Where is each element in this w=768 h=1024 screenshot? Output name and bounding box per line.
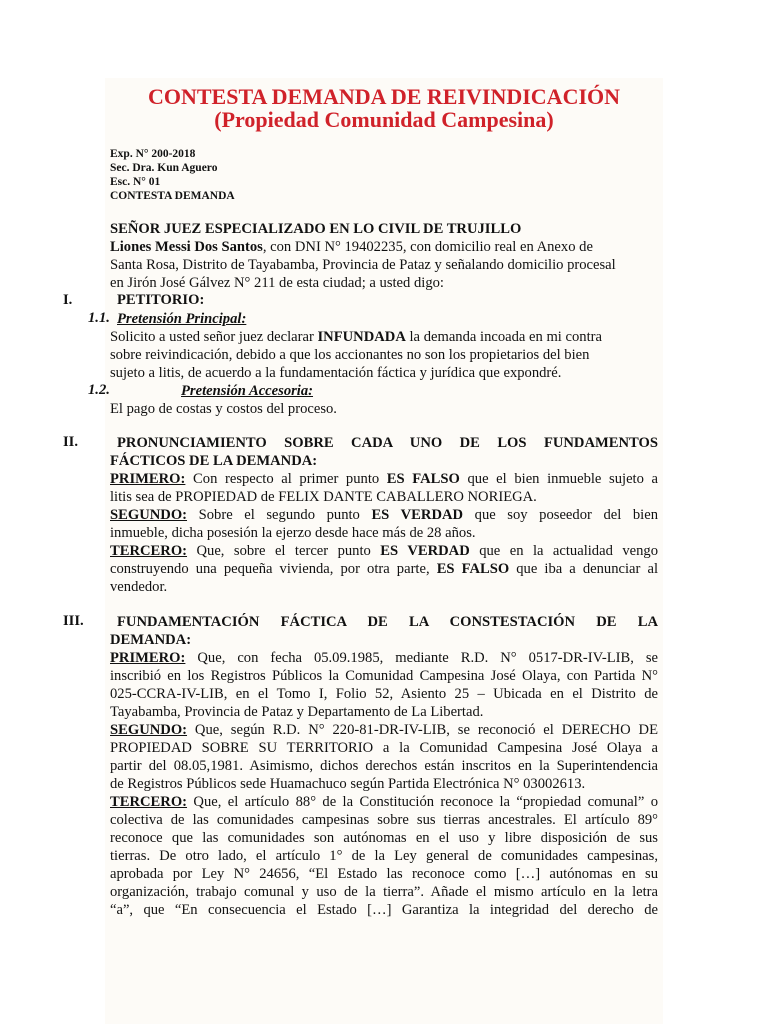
paragraph-line: SEGUNDO: Que, según R.D. N° 220-81-DR-IV-LIB, se reconoció el DERECHO DE bbox=[110, 722, 658, 738]
section-number: II. bbox=[63, 434, 79, 450]
subsection-title: Pretensión Principal: bbox=[117, 311, 247, 327]
paragraph-line: reconoce que las comunidades son autónomas en el uso y libre disposición de sus bbox=[110, 830, 658, 846]
addressee: SEÑOR JUEZ ESPECIALIZADO EN LO CIVIL DE TRUJILLO bbox=[110, 221, 522, 237]
paragraph-line: construyendo una pequeña vivienda, por otra parte, ES FALSO que iba a denunciar al bbox=[110, 561, 658, 577]
paragraph-line: SEGUNDO: Sobre el segundo punto ES VERDAD que soy poseedor del bien bbox=[110, 507, 658, 523]
section-title: PETITORIO: bbox=[117, 292, 205, 308]
paragraph-line: tierras. De otro lado, el artículo 1° de la Ley general de comunidades campesinas, bbox=[110, 848, 658, 864]
paragraph-line: sujeto a litis, de acuerdo a la fundamentación fáctica y jurídica que expondré. bbox=[110, 365, 562, 381]
paragraph-line: litis sea de PROPIEDAD de FELIX DANTE CABALLERO NORIEGA. bbox=[110, 489, 537, 505]
document-type: CONTESTA DEMANDA bbox=[110, 190, 235, 202]
subsection-number: 1.1. bbox=[88, 310, 110, 326]
section-number: III. bbox=[63, 613, 84, 629]
document-subtitle: (Propiedad Comunidad Campesina) bbox=[214, 107, 554, 132]
paragraph-line: aprobada por Ley N° 24656, “El Estado las reconoce como […] autónomas en su bbox=[110, 866, 658, 882]
intro-line-2: Santa Rosa, Distrito de Tayabamba, Provincia de Pataz y señalando domicilio procesal bbox=[110, 257, 616, 273]
paragraph-line: “a”, que “En consecuencia el Estado […] Garantiza la integridad del derecho de bbox=[110, 902, 658, 918]
paragraph-line: TERCERO: Que, el artículo 88° de la Constitución reconoce la “propiedad comunal” o bbox=[110, 794, 658, 810]
document-title: CONTESTA DEMANDA DE REIVINDICACIÓN bbox=[147, 84, 621, 109]
paragraph-line: TERCERO: Que, sobre el tercer punto ES VERDAD que en la actualidad vengo bbox=[110, 543, 658, 559]
paragraph-line: inmueble, dicha posesión la ejerzo desde hace más de 28 años. bbox=[110, 525, 476, 541]
paragraph-line: PROPIEDAD SOBRE SU TERRITORIO a la Comunidad Campesina José Olaya a bbox=[110, 740, 658, 756]
paragraph-line: partir del 08.05,1981. Asimismo, dichos derechos están inscritos en la Superintendencia bbox=[110, 758, 658, 774]
section-title: PRONUNCIAMIENTO SOBRE CADA UNO DE LOS FUNDAMENTOS bbox=[117, 435, 658, 451]
escrito-number: Esc. N° 01 bbox=[110, 176, 161, 188]
paragraph-line: colectiva de las comunidades campesinas sobre sus tierras ancestrales. El artículo 89° bbox=[110, 812, 658, 828]
paragraph-line: inscribió en los Registros Públicos la Comunidad Campesina José Olaya, con Partida N° bbox=[110, 668, 658, 684]
paragraph-line: organización, trabajo comunal y uso de la tierra”. Añade el mismo artículo en la letra bbox=[110, 884, 658, 900]
subsection-number: 1.2. bbox=[88, 382, 110, 398]
paragraph-line: sobre reivindicación, debido a que los accionantes no son los propietarios del bien bbox=[110, 347, 590, 363]
secretary: Sec. Dra. Kun Aguero bbox=[110, 162, 218, 174]
paragraph-line: vendedor. bbox=[110, 579, 168, 595]
expediente-number: Exp. N° 200-2018 bbox=[110, 148, 196, 160]
paragraph-line: 025-CCRA-IV-LIB, en el Tomo I, Folio 52, Asiento 25 – Ubicada en el Distrito de bbox=[110, 686, 658, 702]
party-name: Liones Messi Dos Santos bbox=[110, 239, 263, 255]
section-title-cont: DEMANDA: bbox=[110, 632, 192, 648]
subsection-title: Pretensión Accesoria: bbox=[181, 383, 314, 399]
paragraph-line: PRIMERO: Que, con fecha 05.09.1985, mediante R.D. N° 0517-DR-IV-LIB, se bbox=[110, 650, 658, 666]
section-title: FUNDAMENTACIÓN FÁCTICA DE LA CONSTESTACIÓN DE LA bbox=[117, 614, 658, 630]
intro-line-3: en Jirón José Gálvez N° 211 de esta ciudad; a usted digo: bbox=[110, 275, 444, 291]
intro-line-1: Liones Messi Dos Santos, con DNI N° 19402235, con domicilio real en Anexo de bbox=[110, 239, 593, 255]
paragraph-line: PRIMERO: Con respecto al primer punto ES FALSO que el bien inmueble sujeto a bbox=[110, 471, 658, 487]
paragraph-line: El pago de costas y costos del proceso. bbox=[110, 401, 337, 417]
section-number: I. bbox=[63, 292, 73, 308]
paragraph-line: Tayabamba, Provincia de Pataz y Departamento de La Libertad. bbox=[110, 704, 484, 720]
section-title-cont: FÁCTICOS DE LA DEMANDA: bbox=[110, 453, 318, 469]
paragraph-line: Solicito a usted señor juez declarar INFUNDADA la demanda incoada en mi contra bbox=[110, 329, 602, 345]
paragraph-line: de Registros Públicos sede Huamachuco según Partida Electrónica N° 03002613. bbox=[110, 776, 586, 792]
